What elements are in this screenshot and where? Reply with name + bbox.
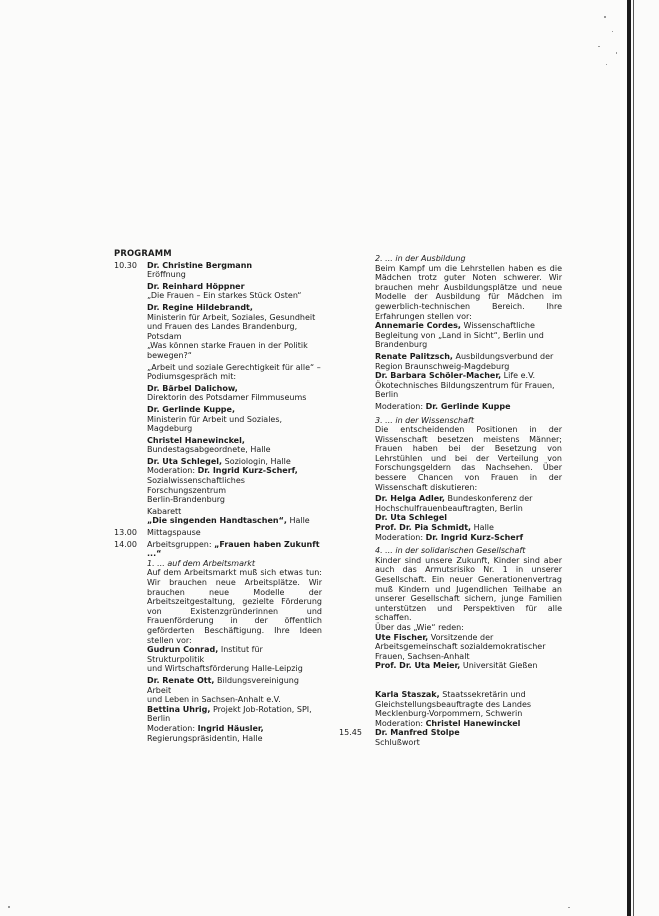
speaker-ott-line2: und Leben in Sachsen-Anhalt e.V.: [147, 695, 281, 705]
moderator-haeusler: Ingrid Häusler,: [197, 723, 264, 733]
speaker-kuppe: Dr. Gerlinde Kuppe,: [147, 404, 235, 414]
speaker-palitzsch: Renate Palitzsch,: [375, 351, 453, 361]
moderation-line-3: [375, 402, 562, 412]
speaker-schoeler-line3: Berlin: [375, 390, 399, 400]
moderation-line-5: [375, 719, 539, 729]
group-1-description: Auf dem Arbeitsmarkt muß sich etwas tun: Wir brauchen neue Arbeitsplätze. Wir brauchen neue Modelle der Arbeitszeitgestaltung, gezielte Förderung von Existenzgründerinnen und Frauenförderung in der öffentlich geförderten Beschäftigung. Ihre Ideen stellen vor:: [147, 568, 322, 645]
program-left-column: [114, 249, 322, 743]
speaker-staszak-role: Staatssekretärin und: [442, 690, 526, 699]
group-4-title: 4. ... in der solidarischen Gesellschaft: [375, 546, 526, 556]
moderator-hanewinckel: Christel Hanewinckel: [425, 718, 521, 728]
speaker-hildebrandt: Dr. Regine Hildebrandt,: [147, 302, 253, 312]
kabarett-place: Halle: [289, 516, 310, 526]
speaker-ott: Dr. Renate Ott,: [147, 675, 215, 685]
speaker-cordes-role: Wissenschaftliche: [463, 321, 535, 331]
speaker-schoeler-line2: Ökotechnisches Bildungszentrum für Frauen,: [375, 380, 555, 390]
group-4-description: Kinder sind unsere Zukunft, Kinder sind aber auch das Armutsrisiko Nr. 1 in unserer Gesellschaft. Ein neuer Generationenvertrag muß Kindern und Jugendlichen Teilhabe an unserer Gesellschaft sichern, junge Familien unterstützen und Perspektiven für alle schaffen.: [375, 555, 562, 623]
moderation-line-4: [375, 533, 562, 543]
moderation-label: Moderation:: [147, 723, 196, 733]
speaker-schmidt-line: [375, 523, 562, 533]
speaker-schoeler-role: Life e.V.: [503, 371, 536, 381]
group-2-description: Beim Kampf um die Lehrstellen haben es die Mädchen trotz guter Noten schwerer. Wir brauchen mehr Ausbildungsplätze und neue Modelle der Ausbildung für Mädchen im gewerblich-technischen Bereich. Ihre Erfahrungen stellen vor:: [375, 263, 562, 321]
speaker-schlegel-role: Soziologin, Halle: [224, 456, 291, 466]
moderation-line: [147, 466, 322, 476]
group-2-title: 2. ... in der Ausbildung: [375, 254, 466, 263]
talk-hoeppner: „Die Frauen – Ein starkes Stück Osten“: [147, 291, 302, 301]
speaker-bergmann: Dr. Christine Bergmann: [147, 260, 253, 270]
speaker-fischer: Ute Fischer,: [375, 632, 429, 642]
scan-speck: [612, 31, 613, 32]
scan-edge-border: [627, 0, 631, 916]
scan-speck: [604, 16, 606, 18]
slot-1400: [114, 540, 322, 743]
speaker-staszak: Karla Staszak,: [375, 690, 440, 699]
speaker-conrad-role: Institut für Strukturpolitik: [147, 645, 263, 664]
speaker-staszak-line: [375, 690, 539, 700]
scan-speck: [8, 906, 10, 908]
speaker-staszak-line2: Gleichstellungsbeauftragte des Landes: [375, 699, 532, 709]
speaker-adler-line: [375, 494, 562, 504]
podium-title: „Arbeit und soziale Gerechtigkeit für alle“ –: [147, 362, 321, 372]
working-groups-line: [147, 540, 322, 559]
staszak-block: [339, 690, 539, 728]
speaker-fischer-line2: Arbeitsgemeinschaft sozialdemokratischer: [375, 642, 546, 652]
speaker-schlegel-2: Dr. Uta Schlegel: [375, 513, 448, 523]
speaker-uhrig: Bettina Uhrig,: [147, 704, 211, 714]
speaker-palitzsch-line2: Region Braunschweig-Magdeburg: [375, 361, 510, 371]
speaker-hanewinckel-role: Bundestagsabgeordnete, Halle: [147, 445, 271, 455]
program-right-column: [375, 254, 562, 671]
speaker-fischer-line3: Frauen, Sachsen-Anhalt: [375, 651, 470, 661]
time-1400: 14.00: [114, 539, 137, 549]
speaker-uhrig-line2: Berlin: [147, 714, 171, 724]
speaker-ott-line: [147, 676, 322, 695]
speaker-conrad: Gudrun Conrad,: [147, 645, 219, 655]
lunch-break: Mittagspause: [147, 528, 201, 538]
speaker-meier-line: [375, 661, 562, 671]
kabarett-label: Kabarett: [147, 506, 182, 516]
speaker-meier-place: Universität Gießen: [462, 661, 538, 671]
scan-speck: [616, 52, 617, 54]
podium-subtitle: Podiumsgespräch mit:: [147, 372, 237, 382]
speaker-conrad-line: [147, 645, 322, 664]
speaker-adler: Dr. Helga Adler,: [375, 494, 445, 504]
speaker-hoeppner: Dr. Reinhard Höppner: [147, 281, 245, 291]
speaker-schmidt: Prof. Dr. Pia Schmidt,: [375, 523, 472, 533]
group-3-title: 3. ... in der Wissenschaft: [375, 415, 474, 425]
speaker-dalichow-role: Direktorin des Potsdamer Filmmuseums: [147, 393, 307, 403]
speaker-schlegel-line: [147, 457, 322, 467]
group-3-description: Die entscheidenden Positionen in der Wissenschaft besetzen meistens Männer; Frauen haben bei der Besetzung von Lehrstühlen und bei der Verteilung von Forschungsgeldern das Nachsehen. Über bessere Chancen von Frauen in der Wissenschaft diskutieren:: [375, 425, 562, 492]
slot-1030: [114, 261, 322, 526]
moderation-label: Moderation:: [147, 466, 196, 476]
speaker-stolpe-role: Schlußwort: [375, 737, 420, 747]
speaker-cordes: Annemarie Cordes,: [375, 321, 461, 331]
speaker-cordes-line2: Begleitung von „Land in Sicht“, Berlin und: [375, 330, 544, 340]
hildebrandt-line: bewegen?“: [147, 350, 192, 360]
speaker-cordes-line3: Brandenburg: [375, 340, 428, 350]
group-4-how: Über das „Wie“ reden:: [375, 622, 464, 632]
slot-1300: [114, 528, 322, 538]
speaker-kuppe-role: Ministerin für Arbeit und Soziales, Magdeburg: [147, 414, 283, 434]
program-heading: PROGRAMM: [114, 248, 172, 258]
speaker-schoeler-macher: Dr. Barbara Schöler-Macher,: [375, 371, 502, 381]
speaker-stolpe: Dr. Manfred Stolpe: [375, 728, 460, 738]
speaker-cordes-line: [375, 321, 562, 331]
speaker-fischer-role: Vorsitzende der: [430, 632, 494, 642]
speaker-schlegel: Dr. Uta Schlegel,: [147, 456, 223, 466]
speaker-dalichow: Dr. Bärbel Dalichow,: [147, 383, 238, 393]
moderator-kurz-scherf: Dr. Ingrid Kurz-Scherf,: [197, 466, 298, 476]
scan-speck: [606, 64, 607, 65]
speaker-bergmann-role: Eröffnung: [147, 270, 186, 280]
moderation-label: Moderation:: [375, 532, 424, 542]
time-1300: 13.00: [114, 528, 137, 538]
scan-edge-line: [633, 0, 634, 916]
closing-block: [339, 690, 539, 748]
hildebrandt-line: „Was können starke Frauen in der Politik: [147, 341, 308, 351]
speaker-uhrig-role: Projekt Job-Rotation, SPI,: [212, 704, 312, 714]
moderator-kuppe: Dr. Gerlinde Kuppe: [425, 401, 511, 411]
speaker-schmidt-place: Halle: [473, 523, 494, 533]
speaker-hanewinckel: Christel Hanewinckel,: [147, 435, 245, 445]
time-1030: 10.30: [114, 260, 137, 270]
speaker-adler-line2: Hochschulfrauenbeauftragten, Berlin: [375, 503, 523, 513]
group-1-title: 1. ... auf dem Arbeitsmarkt: [147, 558, 256, 568]
time-1545: 15.45: [339, 728, 362, 738]
moderation-label: Moderation:: [375, 401, 424, 411]
speaker-adler-role: Bundeskonferenz der: [447, 494, 533, 504]
speaker-staszak-line3: Mecklenburg-Vorpommern, Schwerin: [375, 709, 523, 719]
kabarett-line: [147, 516, 322, 526]
scan-speck: [568, 907, 570, 908]
speaker-palitzsch-role: Ausbildungsverbund der: [455, 351, 554, 361]
moderator-kurz-scherf-2: Dr. Ingrid Kurz-Scherf: [425, 532, 524, 542]
moderation-label: Moderation:: [375, 718, 424, 728]
speaker-schoeler-line: [375, 371, 562, 381]
hildebrandt-line: und Frauen des Landes Brandenburg, Potsdam: [147, 322, 298, 341]
working-groups-label: Arbeitsgruppen:: [147, 539, 212, 549]
slot-1545: [339, 728, 539, 747]
moderator-haeusler-role: Regierungspräsidentin, Halle: [147, 733, 263, 743]
kabarett-name: „Die singenden Handtaschen“,: [147, 516, 287, 526]
moderation-line-2: [147, 724, 322, 734]
moderator-line: Berlin-Brandenburg: [147, 495, 226, 505]
speaker-ott-role: Bildungsvereinigung Arbeit: [147, 675, 299, 695]
speaker-uhrig-line: [147, 705, 322, 715]
speaker-conrad-line2: und Wirtschaftsförderung Halle-Leipzig: [147, 664, 303, 674]
working-groups-title: „Frauen haben Zukunft ...“: [147, 539, 320, 559]
moderator-line: Sozialwissenschaftliches Forschungszentrum: [147, 476, 245, 495]
speaker-meier: Prof. Dr. Uta Meier,: [375, 661, 461, 671]
speaker-palitzsch-line: [375, 352, 562, 362]
hildebrandt-line: Ministerin für Arbeit, Soziales, Gesundheit: [147, 312, 316, 322]
scan-speck: [598, 46, 600, 47]
